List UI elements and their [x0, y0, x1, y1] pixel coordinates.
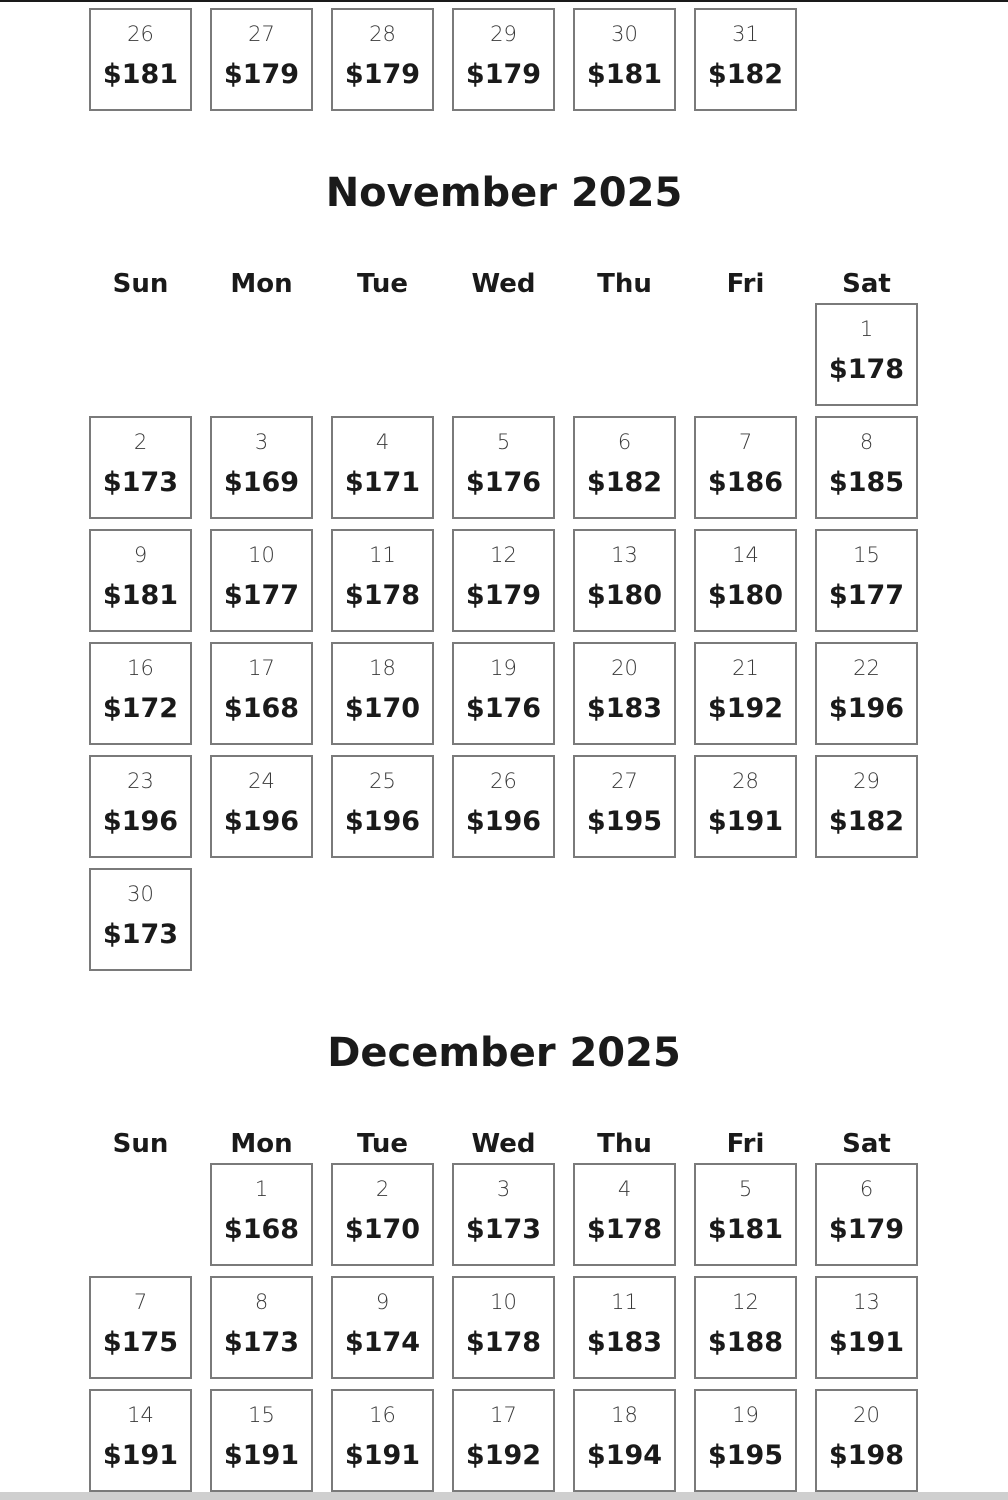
- day-number: 24: [248, 769, 275, 793]
- day-cell[interactable]: [815, 1163, 918, 1266]
- day-cell[interactable]: [694, 416, 797, 519]
- day-cell[interactable]: [694, 8, 797, 111]
- day-price: $194: [586, 1440, 663, 1471]
- weekday-label: Thu: [597, 269, 652, 299]
- day-number: 4: [617, 1177, 632, 1201]
- day-number: 7: [738, 430, 753, 454]
- weekday-label: Tue: [356, 1129, 409, 1159]
- day-price: $196: [102, 806, 179, 837]
- weekday-label: Fri: [726, 269, 765, 299]
- day-price: $178: [465, 1327, 542, 1358]
- weekday-label: Sun: [112, 269, 169, 299]
- weekday-label: Sun: [112, 1129, 169, 1159]
- day-price: $181: [102, 59, 179, 90]
- day-number: 31: [732, 22, 759, 46]
- day-number: 14: [732, 543, 759, 567]
- day-number: 18: [611, 1403, 638, 1427]
- day-number: 11: [369, 543, 396, 567]
- day-cell[interactable]: [694, 529, 797, 632]
- day-number: 15: [853, 543, 880, 567]
- day-cell[interactable]: [210, 8, 313, 111]
- day-cell[interactable]: [694, 1389, 797, 1492]
- day-cell[interactable]: [694, 1276, 797, 1379]
- day-cell[interactable]: [573, 529, 676, 632]
- day-cell[interactable]: [331, 755, 434, 858]
- day-number: 27: [611, 769, 638, 793]
- month-title-december: December 2025: [327, 1030, 681, 1076]
- weekday-label: Fri: [726, 1129, 765, 1159]
- month-title-november: November 2025: [325, 170, 683, 216]
- day-cell[interactable]: [331, 8, 434, 111]
- day-cell[interactable]: [452, 1163, 555, 1266]
- day-price: $170: [344, 1214, 421, 1245]
- day-price: $191: [102, 1440, 179, 1471]
- day-cell[interactable]: [815, 755, 918, 858]
- day-number: 7: [133, 1290, 148, 1314]
- day-number: 1: [859, 317, 874, 341]
- day-number: 5: [496, 430, 511, 454]
- day-number: 25: [369, 769, 396, 793]
- day-price: $192: [465, 1440, 542, 1471]
- day-cell[interactable]: [331, 529, 434, 632]
- day-number: 10: [248, 543, 275, 567]
- day-number: 4: [375, 430, 390, 454]
- weekday-label: Thu: [597, 1129, 652, 1159]
- day-price: $191: [707, 806, 784, 837]
- day-number: 29: [853, 769, 880, 793]
- day-price: $173: [102, 467, 179, 498]
- weekday-label: Sat: [842, 269, 891, 299]
- day-price: $168: [223, 693, 300, 724]
- day-price: $192: [707, 693, 784, 724]
- day-cell[interactable]: [815, 529, 918, 632]
- day-cell[interactable]: [89, 1276, 192, 1379]
- day-number: 18: [369, 656, 396, 680]
- day-number: 9: [375, 1290, 390, 1314]
- day-price: $188: [707, 1327, 784, 1358]
- day-number: 26: [127, 22, 154, 46]
- day-price: $181: [102, 580, 179, 611]
- day-cell[interactable]: [89, 755, 192, 858]
- weekday-label: Tue: [356, 269, 409, 299]
- day-number: 29: [490, 22, 517, 46]
- day-price: $176: [465, 467, 542, 498]
- day-price: $178: [828, 354, 905, 385]
- day-number: 13: [853, 1290, 880, 1314]
- day-number: 12: [490, 543, 517, 567]
- day-number: 1: [254, 1177, 269, 1201]
- day-number: 11: [611, 1290, 638, 1314]
- day-cell[interactable]: [210, 1389, 313, 1492]
- day-price: $169: [223, 467, 300, 498]
- day-cell[interactable]: [815, 642, 918, 745]
- weekday-label: Sat: [842, 1129, 891, 1159]
- day-cell[interactable]: [452, 1389, 555, 1492]
- day-cell[interactable]: [89, 1389, 192, 1492]
- day-price: $195: [707, 1440, 784, 1471]
- day-number: 21: [732, 656, 759, 680]
- day-cell[interactable]: [89, 529, 192, 632]
- day-cell[interactable]: [210, 529, 313, 632]
- bottom-scroll-edge: [0, 1492, 1008, 1500]
- day-number: 12: [732, 1290, 759, 1314]
- day-number: 14: [127, 1403, 154, 1427]
- day-number: 26: [490, 769, 517, 793]
- day-cell[interactable]: [815, 1389, 918, 1492]
- day-cell[interactable]: [89, 416, 192, 519]
- day-price: $173: [223, 1327, 300, 1358]
- day-price: $179: [344, 59, 421, 90]
- day-price: $196: [344, 806, 421, 837]
- day-cell[interactable]: [815, 416, 918, 519]
- day-price: $198: [828, 1440, 905, 1471]
- day-number: 16: [127, 656, 154, 680]
- day-cell[interactable]: [452, 642, 555, 745]
- day-number: 6: [859, 1177, 874, 1201]
- day-cell[interactable]: [331, 1163, 434, 1266]
- day-number: 6: [617, 430, 632, 454]
- day-number: 10: [490, 1290, 517, 1314]
- day-number: 19: [490, 656, 517, 680]
- day-cell[interactable]: [452, 416, 555, 519]
- day-price: $196: [223, 806, 300, 837]
- day-cell[interactable]: [452, 1276, 555, 1379]
- day-number: 13: [611, 543, 638, 567]
- day-cell[interactable]: [210, 642, 313, 745]
- day-price: $191: [223, 1440, 300, 1471]
- day-cell[interactable]: [331, 416, 434, 519]
- day-price: $175: [102, 1327, 179, 1358]
- day-cell[interactable]: [573, 1389, 676, 1492]
- day-price: $178: [586, 1214, 663, 1245]
- day-cell[interactable]: [694, 642, 797, 745]
- day-price: $183: [586, 693, 663, 724]
- day-number: 2: [375, 1177, 390, 1201]
- day-price: $168: [223, 1214, 300, 1245]
- day-price: $181: [707, 1214, 784, 1245]
- day-number: 20: [853, 1403, 880, 1427]
- day-number: 2: [133, 430, 148, 454]
- day-number: 28: [369, 22, 396, 46]
- day-cell[interactable]: [573, 1276, 676, 1379]
- day-price: $170: [344, 693, 421, 724]
- weekday-label: Mon: [230, 269, 293, 299]
- day-number: 9: [133, 543, 148, 567]
- day-cell[interactable]: [573, 642, 676, 745]
- day-price: $173: [102, 919, 179, 950]
- day-cell[interactable]: [452, 8, 555, 111]
- weekday-label: Mon: [230, 1129, 293, 1159]
- day-price: $171: [344, 467, 421, 498]
- day-cell[interactable]: [452, 529, 555, 632]
- day-number: 23: [127, 769, 154, 793]
- day-cell[interactable]: [89, 8, 192, 111]
- day-cell[interactable]: [210, 755, 313, 858]
- day-number: 15: [248, 1403, 275, 1427]
- day-number: 27: [248, 22, 275, 46]
- day-price: $180: [586, 580, 663, 611]
- day-price: $180: [707, 580, 784, 611]
- day-price: $191: [344, 1440, 421, 1471]
- top-divider: [0, 0, 1008, 2]
- day-price: $186: [707, 467, 784, 498]
- day-cell[interactable]: [210, 1276, 313, 1379]
- day-cell[interactable]: [694, 1163, 797, 1266]
- weekday-label: Wed: [471, 269, 536, 299]
- day-price: $177: [828, 580, 905, 611]
- day-price: $196: [465, 806, 542, 837]
- day-price: $179: [223, 59, 300, 90]
- day-number: 30: [611, 22, 638, 46]
- day-cell[interactable]: [331, 1276, 434, 1379]
- day-cell[interactable]: [573, 416, 676, 519]
- day-number: 17: [490, 1403, 517, 1427]
- day-cell[interactable]: [331, 1389, 434, 1492]
- day-cell[interactable]: [573, 755, 676, 858]
- day-number: 28: [732, 769, 759, 793]
- day-number: 17: [248, 656, 275, 680]
- day-price: $195: [586, 806, 663, 837]
- day-number: 8: [254, 1290, 269, 1314]
- day-number: 22: [853, 656, 880, 680]
- day-cell[interactable]: [573, 8, 676, 111]
- day-price: $196: [828, 693, 905, 724]
- day-price: $182: [707, 59, 784, 90]
- day-cell[interactable]: [331, 642, 434, 745]
- day-number: 3: [496, 1177, 511, 1201]
- day-cell[interactable]: [815, 303, 918, 406]
- day-price: $173: [465, 1214, 542, 1245]
- day-price: $191: [828, 1327, 905, 1358]
- day-price: $182: [586, 467, 663, 498]
- day-cell[interactable]: [815, 1276, 918, 1379]
- day-cell[interactable]: [452, 755, 555, 858]
- day-price: $172: [102, 693, 179, 724]
- day-number: 3: [254, 430, 269, 454]
- day-number: 20: [611, 656, 638, 680]
- day-price: $181: [586, 59, 663, 90]
- day-cell[interactable]: [694, 755, 797, 858]
- day-price: $185: [828, 467, 905, 498]
- day-price: $183: [586, 1327, 663, 1358]
- day-number: 5: [738, 1177, 753, 1201]
- day-cell[interactable]: [210, 1163, 313, 1266]
- day-cell[interactable]: [210, 416, 313, 519]
- day-number: 16: [369, 1403, 396, 1427]
- day-number: 30: [127, 882, 154, 906]
- day-price: $179: [465, 59, 542, 90]
- day-price: $177: [223, 580, 300, 611]
- weekday-label: Wed: [471, 1129, 536, 1159]
- day-price: $174: [344, 1327, 421, 1358]
- day-cell[interactable]: [89, 642, 192, 745]
- day-price: $179: [465, 580, 542, 611]
- day-price: $176: [465, 693, 542, 724]
- day-number: 8: [859, 430, 874, 454]
- day-cell[interactable]: [89, 868, 192, 971]
- day-price: $178: [344, 580, 421, 611]
- day-cell[interactable]: [573, 1163, 676, 1266]
- day-price: $179: [828, 1214, 905, 1245]
- day-price: $182: [828, 806, 905, 837]
- day-number: 19: [732, 1403, 759, 1427]
